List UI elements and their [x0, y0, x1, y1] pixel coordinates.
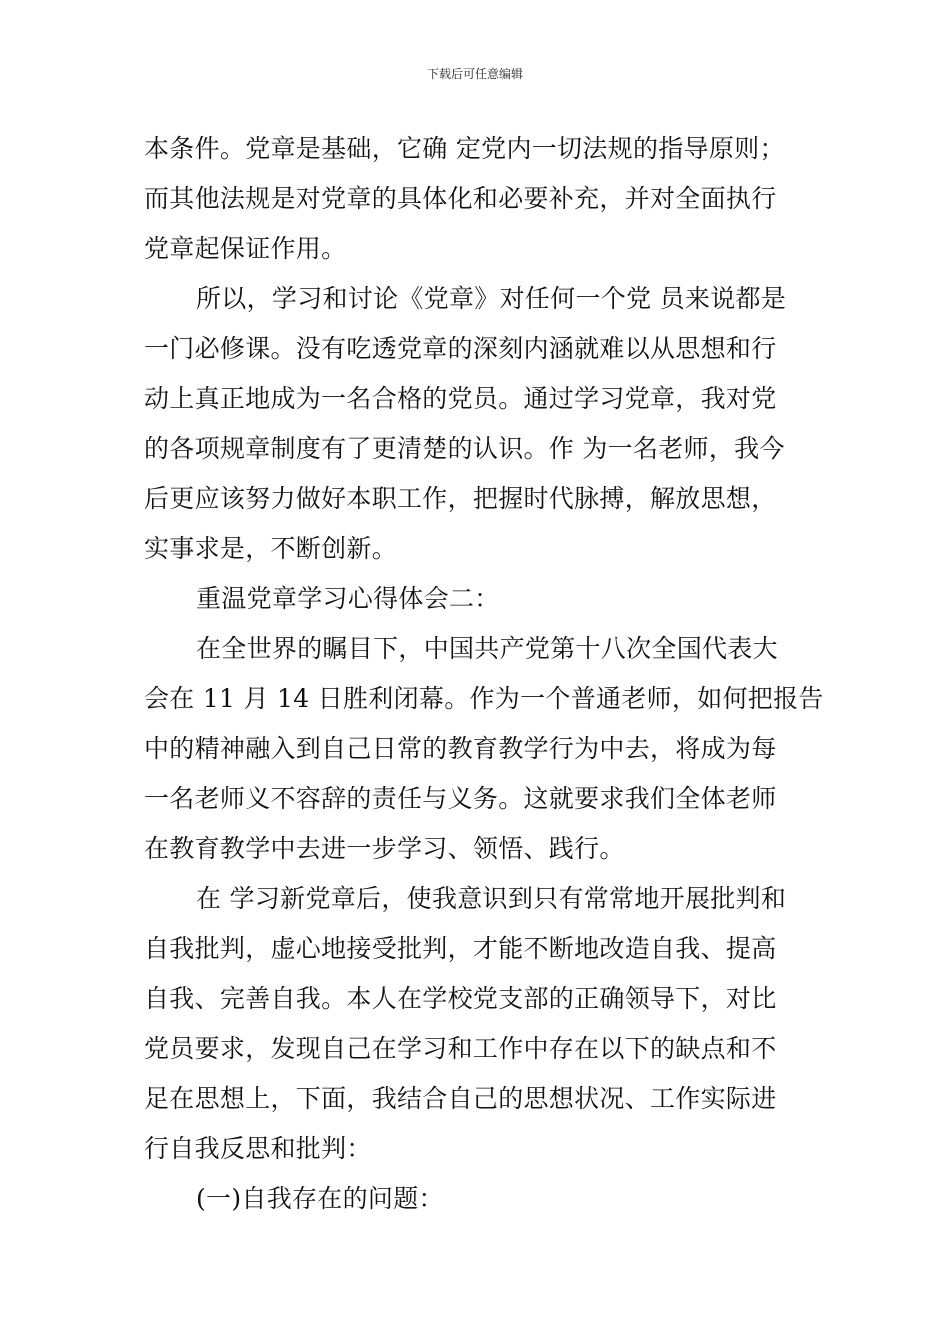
- section-heading: 重温党章学习心得体会二：: [196, 584, 500, 613]
- text-line: 本条件。党章是基础，它确 定党内一切法规的指导原则；: [144, 134, 785, 163]
- text-line: 行自我反思和批判：: [144, 1134, 372, 1163]
- text-line: 后更应该努力做好本职工作，把握时代脉搏，解放思想，: [144, 484, 777, 513]
- text-line: 实事求是，不断创新。: [144, 534, 398, 563]
- text-line: 的各项规章制度有了更清楚的认识。作 为一名老师，我今: [144, 434, 785, 463]
- text-line: 而其他法规是对党章的具体化和必要补充，并对全面执行: [144, 184, 777, 213]
- text-line: 自我批判，虚心地接受批判，才能不断地改造自我、提高: [144, 934, 777, 963]
- text-line: 自我、完善自我。本人在学校党支部的正确领导下，对比: [144, 984, 777, 1013]
- paragraph-start-line: 在全世界的瞩目下，中国共产党第十八次全国代表大: [196, 634, 778, 663]
- text-line: 中的精神融入到自己日常的教育教学行为中去，将成为每: [144, 734, 777, 763]
- paragraph-start-line: 所以，学习和讨论《党章》对任何一个党 员来说都是: [196, 284, 787, 313]
- document-body: [144, 124, 824, 1224]
- text-line: 足在思想上，下面，我结合自己的思想状况、工作实际进: [144, 1084, 777, 1113]
- list-heading: (一)自我存在的问题：: [196, 1184, 444, 1213]
- text-line: 在教育教学中去进一步学习、领悟、践行。: [144, 834, 625, 863]
- text-line: 一门必修课。没有吃透党章的深刻内涵就难以从思想和行: [144, 334, 777, 363]
- text-line: 一名老师义不容辞的责任与义务。这就要求我们全体老师: [144, 784, 777, 813]
- text-line: 党员要求，发现自己在学习和工作中存在以下的缺点和不: [144, 1034, 777, 1063]
- text-line: 动上真正地成为一名合格的党员。通过学习党章，我对党: [144, 384, 777, 413]
- paragraph-start-line: 在 学习新党章后，使我意识到只有常常地开展批判和: [196, 884, 787, 913]
- text-line: 会在 11 月 14 日胜利闭幕。作为一个普通老师，如何把报告: [144, 684, 824, 713]
- page-header-note: 下载后可任意编辑: [426, 67, 523, 81]
- text-line: 党章起保证作用。: [144, 234, 347, 263]
